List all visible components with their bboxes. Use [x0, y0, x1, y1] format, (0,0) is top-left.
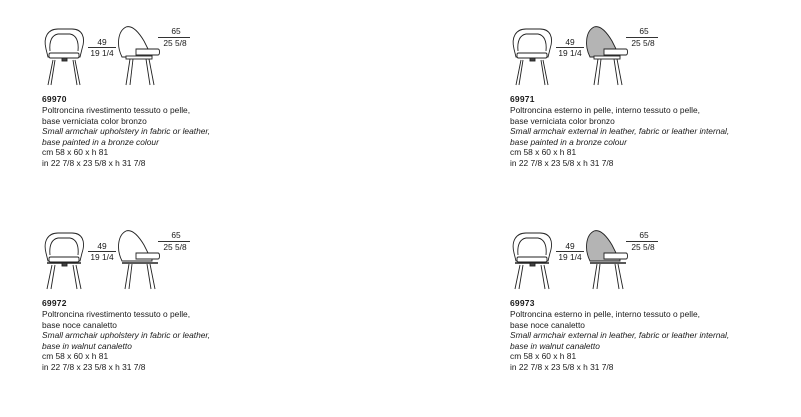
chair-front-view — [45, 29, 83, 85]
dimensions-in: in 22 7/8 x 23 5/8 x h 31 7/8 — [510, 361, 614, 372]
product-entry-69973 — [508, 227, 801, 407]
arm-height-in: 25 5/8 — [631, 38, 655, 48]
product-entry-69972 — [40, 227, 340, 407]
product-code: 69970 — [42, 94, 67, 104]
seat-height-cm: 49 — [565, 241, 575, 251]
chair-side-view — [119, 231, 160, 289]
product-description — [42, 309, 210, 373]
arm-height-in: 25 5/8 — [163, 38, 187, 48]
description-english-line-2: base painted in a bronze colour — [510, 136, 627, 147]
product-entry-69971 — [508, 23, 801, 203]
product-description — [510, 105, 729, 169]
description-english-line-2: base painted in a bronze colour — [42, 136, 159, 147]
arm-height-cm: 65 — [639, 26, 649, 36]
dimensions-cm: cm 58 x 60 x h 81 — [42, 351, 109, 362]
chair-side-view — [119, 27, 160, 85]
chair-technical-drawing — [40, 227, 240, 297]
description-italian-line-2: base noce canaletto — [42, 319, 117, 330]
seat-height-in: 19 1/4 — [558, 252, 582, 262]
description-english-line-1: Small armchair upholstery in fabric or leather, — [42, 330, 211, 341]
dimensions-cm: cm 58 x 60 x h 81 — [510, 351, 577, 362]
description-english-line-1: Small armchair upholstery in fabric or leather, — [42, 126, 211, 137]
product-code: 69971 — [510, 94, 535, 104]
description-english-line-2: base in walnut canaletto — [510, 340, 600, 351]
description-italian-line-1: Poltroncina esterno in pelle, interno tessuto o pelle, — [510, 105, 700, 115]
description-italian-line-1: Poltroncina esterno in pelle, interno tessuto o pelle, — [510, 309, 700, 319]
description-italian-line-1: Poltroncina rivestimento tessuto o pelle, — [42, 105, 191, 115]
dimensions-cm: cm 58 x 60 x h 81 — [42, 147, 109, 158]
dimensions-in: in 22 7/8 x 23 5/8 x h 31 7/8 — [42, 361, 146, 372]
chair-front-view — [45, 233, 83, 289]
product-drawings — [508, 23, 708, 93]
dimensions-in: in 22 7/8 x 23 5/8 x h 31 7/8 — [510, 157, 614, 168]
arm-height-cm: 65 — [639, 230, 649, 240]
description-italian-line-2: base verniciata color bronzo — [510, 115, 615, 126]
description-italian-line-2: base noce canaletto — [510, 319, 585, 330]
product-drawings — [40, 227, 240, 297]
seat-height-in: 19 1/4 — [90, 252, 114, 262]
seat-height-in: 19 1/4 — [90, 48, 114, 58]
seat-height-cm: 49 — [97, 37, 107, 47]
arm-height-cm: 65 — [171, 26, 181, 36]
product-code: 69973 — [510, 298, 535, 308]
arm-height-in: 25 5/8 — [163, 242, 187, 252]
chair-technical-drawing — [40, 23, 240, 93]
description-english-line-1: Small armchair external in leather, fabric or leather internal, — [510, 126, 730, 137]
chair-side-view — [587, 231, 628, 289]
product-entry-69970 — [40, 23, 340, 203]
arm-height-cm: 65 — [171, 230, 181, 240]
product-description — [42, 105, 210, 169]
seat-height-cm: 49 — [565, 37, 575, 47]
chair-front-view — [513, 233, 551, 289]
dimensions-cm: cm 58 x 60 x h 81 — [510, 147, 577, 158]
product-description — [510, 309, 729, 373]
product-code: 69972 — [42, 298, 67, 308]
description-english-line-1: Small armchair external in leather, fabric or leather internal, — [510, 330, 730, 341]
description-english-line-2: base in walnut canaletto — [42, 340, 132, 351]
chair-side-view — [587, 27, 628, 85]
dimensions-in: in 22 7/8 x 23 5/8 x h 31 7/8 — [42, 157, 146, 168]
seat-height-in: 19 1/4 — [558, 48, 582, 58]
chair-technical-drawing — [508, 23, 708, 93]
chair-front-view — [513, 29, 551, 85]
seat-height-cm: 49 — [97, 241, 107, 251]
chair-technical-drawing — [508, 227, 708, 297]
description-italian-line-2: base verniciata color bronzo — [42, 115, 147, 126]
product-drawings — [40, 23, 240, 93]
arm-height-in: 25 5/8 — [631, 242, 655, 252]
description-italian-line-1: Poltroncina rivestimento tessuto o pelle, — [42, 309, 191, 319]
product-drawings — [508, 227, 708, 297]
